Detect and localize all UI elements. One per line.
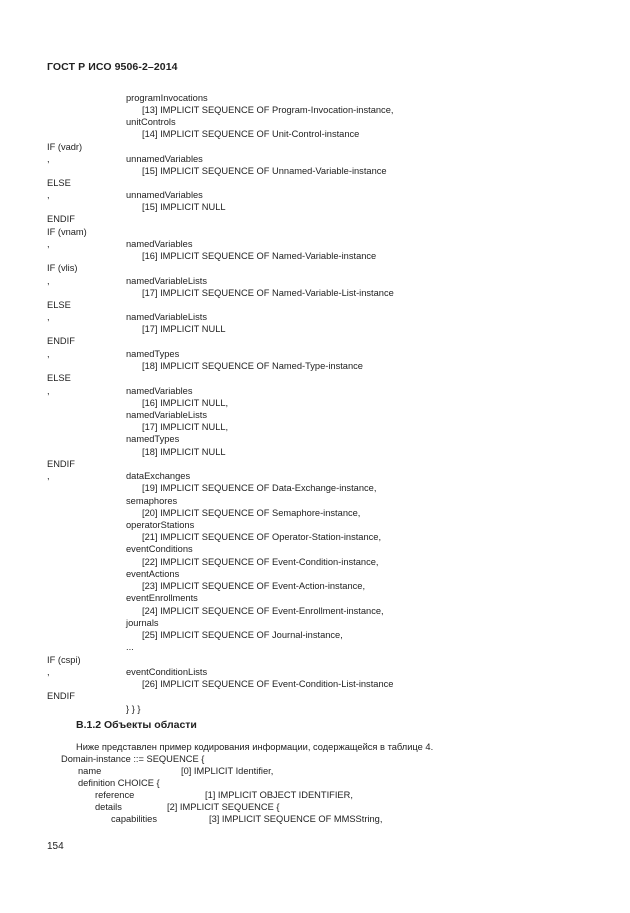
code-line: [14] IMPLICIT SEQUENCE OF Unit-Control-instance (142, 129, 360, 139)
code-line: [26] IMPLICIT SEQUENCE OF Event-Condition-List-instance (142, 679, 394, 689)
code-line: [25] IMPLICIT SEQUENCE OF Journal-instance, (142, 630, 343, 640)
code-line: [3] IMPLICIT SEQUENCE OF MMSString, (209, 814, 383, 824)
code-line: [13] IMPLICIT SEQUENCE OF Program-Invocation-instance, (142, 105, 394, 115)
code-line: eventConditions (126, 544, 193, 554)
code-line: operatorStations (126, 520, 195, 530)
code-line: , (47, 667, 50, 677)
code-line: [20] IMPLICIT SEQUENCE OF Semaphore-instance, (142, 508, 361, 518)
code-line: ENDIF (47, 691, 75, 701)
code-line: name (78, 766, 102, 776)
code-line: [15] IMPLICIT SEQUENCE OF Unnamed-Variable-instance (142, 166, 387, 176)
section-heading: B.1.2 Объекты области (76, 719, 197, 731)
code-line: reference (95, 790, 135, 800)
code-line: semaphores (126, 496, 178, 506)
code-line: [19] IMPLICIT SEQUENCE OF Data-Exchange-instance, (142, 483, 377, 493)
code-line: unnamedVariables (126, 190, 203, 200)
code-line: [22] IMPLICIT SEQUENCE OF Event-Condition-instance, (142, 557, 379, 567)
code-line: ENDIF (47, 214, 75, 224)
code-line: namedVariableLists (126, 410, 207, 420)
intro-paragraph: Ниже представлен пример кодирования информации, содержащейся в таблице 4. (76, 742, 434, 752)
code-line: ELSE (47, 300, 71, 310)
code-line: namedTypes (126, 434, 180, 444)
code-line: namedVariables (126, 239, 193, 249)
code-line: IF (cspi) (47, 655, 81, 665)
code-line: eventEnrollments (126, 593, 198, 603)
code-line: [21] IMPLICIT SEQUENCE OF Operator-Station-instance, (142, 532, 382, 542)
code-line: [17] IMPLICIT NULL (142, 324, 226, 334)
code-line: IF (vadr) (47, 142, 83, 152)
code-line: , (47, 312, 50, 322)
code-line: unitControls (126, 117, 176, 127)
code-line: namedVariableLists (126, 312, 207, 322)
code-line: [18] IMPLICIT SEQUENCE OF Named-Type-instance (142, 361, 363, 371)
code-line: [1] IMPLICIT OBJECT IDENTIFIER, (205, 790, 353, 800)
code-line: , (47, 239, 50, 249)
code-line: , (47, 386, 50, 396)
code-line: ELSE (47, 178, 71, 188)
code-line: [0] IMPLICIT Identifier, (181, 766, 274, 776)
code-line: , (47, 471, 50, 481)
code-line: IF (vnam) (47, 227, 87, 237)
code-line: eventActions (126, 569, 180, 579)
code-line: eventConditionLists (126, 667, 208, 677)
code-line: [23] IMPLICIT SEQUENCE OF Event-Action-instance, (142, 581, 366, 591)
code-line: dataExchanges (126, 471, 191, 481)
code-line: unnamedVariables (126, 154, 203, 164)
code-line: definition CHOICE { (78, 778, 160, 788)
code-line: namedTypes (126, 349, 180, 359)
code-line: [2] IMPLICIT SEQUENCE { (167, 802, 280, 812)
code-line: IF (vlis) (47, 263, 78, 273)
code-line: [18] IMPLICIT NULL (142, 447, 226, 457)
code-line: namedVariables (126, 386, 193, 396)
code-line: } } } (126, 704, 141, 714)
code-line: [16] IMPLICIT SEQUENCE OF Named-Variable-instance (142, 251, 377, 261)
code-line: namedVariableLists (126, 276, 207, 286)
code-line: ENDIF (47, 459, 75, 469)
code-line: Domain-instance ::= SEQUENCE { (61, 754, 205, 764)
code-line: , (47, 276, 50, 286)
code-line: [17] IMPLICIT NULL, (142, 422, 229, 432)
code-line: details (95, 802, 122, 812)
code-line: [16] IMPLICIT NULL, (142, 398, 229, 408)
code-line: , (47, 349, 50, 359)
code-line: programInvocations (126, 93, 208, 103)
code-line: capabilities (111, 814, 157, 824)
code-line: [24] IMPLICIT SEQUENCE OF Event-Enrollment-instance, (142, 606, 384, 616)
code-line: journals (126, 618, 159, 628)
code-line: ... (126, 642, 134, 652)
page-number: 154 (47, 841, 64, 852)
code-line: ENDIF (47, 336, 75, 346)
document-header: ГОСТ Р ИСО 9506-2–2014 (47, 61, 178, 73)
code-line: , (47, 190, 50, 200)
code-line: ELSE (47, 373, 71, 383)
code-line: , (47, 154, 50, 164)
code-line: [15] IMPLICIT NULL (142, 202, 226, 212)
code-line: [17] IMPLICIT SEQUENCE OF Named-Variable-List-instance (142, 288, 394, 298)
